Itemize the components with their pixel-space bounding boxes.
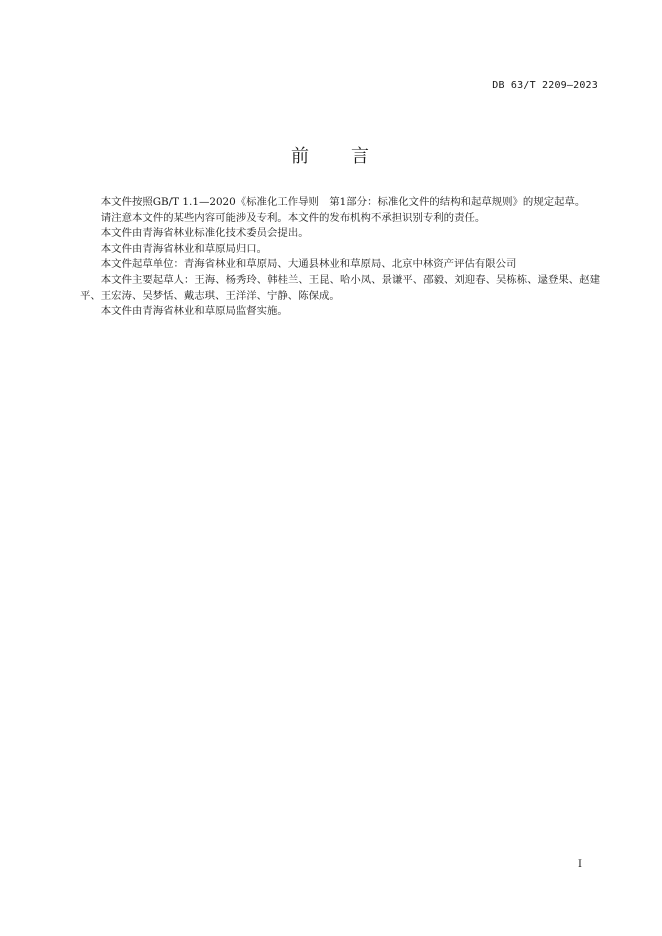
paragraph-main-drafters: 本文件主要起草人：王海、杨秀玲、韩桂兰、王昆、哈小凤、景谦平、邵毅、刘迎春、吴栋栋、逯登果、赵建平、王宏涛、吴梦恬、戴志琪、王洋洋、宁静、陈保成。 <box>80 273 600 302</box>
page-number: I <box>578 859 582 870</box>
paragraph-supervision: 本文件由青海省林业和草原局监督实施。 <box>100 305 288 318</box>
page-title: 前 言 <box>291 146 371 167</box>
paragraph-drafting-basis: 本文件按照GB/T 1.1—2020《标准化工作导则 第1部分：标准化文件的结构和起草规则》的规定起草。 <box>100 196 586 208</box>
paragraph-drafting-units: 本文件起草单位：青海省林业和草原局、大通县林业和草原局、北京中林资产评估有限公司 <box>100 258 517 271</box>
paragraph-administrator: 本文件由青海省林业和草原局归口。 <box>100 242 268 255</box>
paragraph-patent-notice: 请注意本文件的某些内容可能涉及专利。本文件的发布机构不承担识别专利的责任。 <box>100 211 486 224</box>
standard-code: DB 63/T 2209—2023 <box>492 80 598 91</box>
foreword-body <box>80 195 600 320</box>
paragraph-proposer: 本文件由青海省林业标准化技术委员会提出。 <box>100 227 309 240</box>
